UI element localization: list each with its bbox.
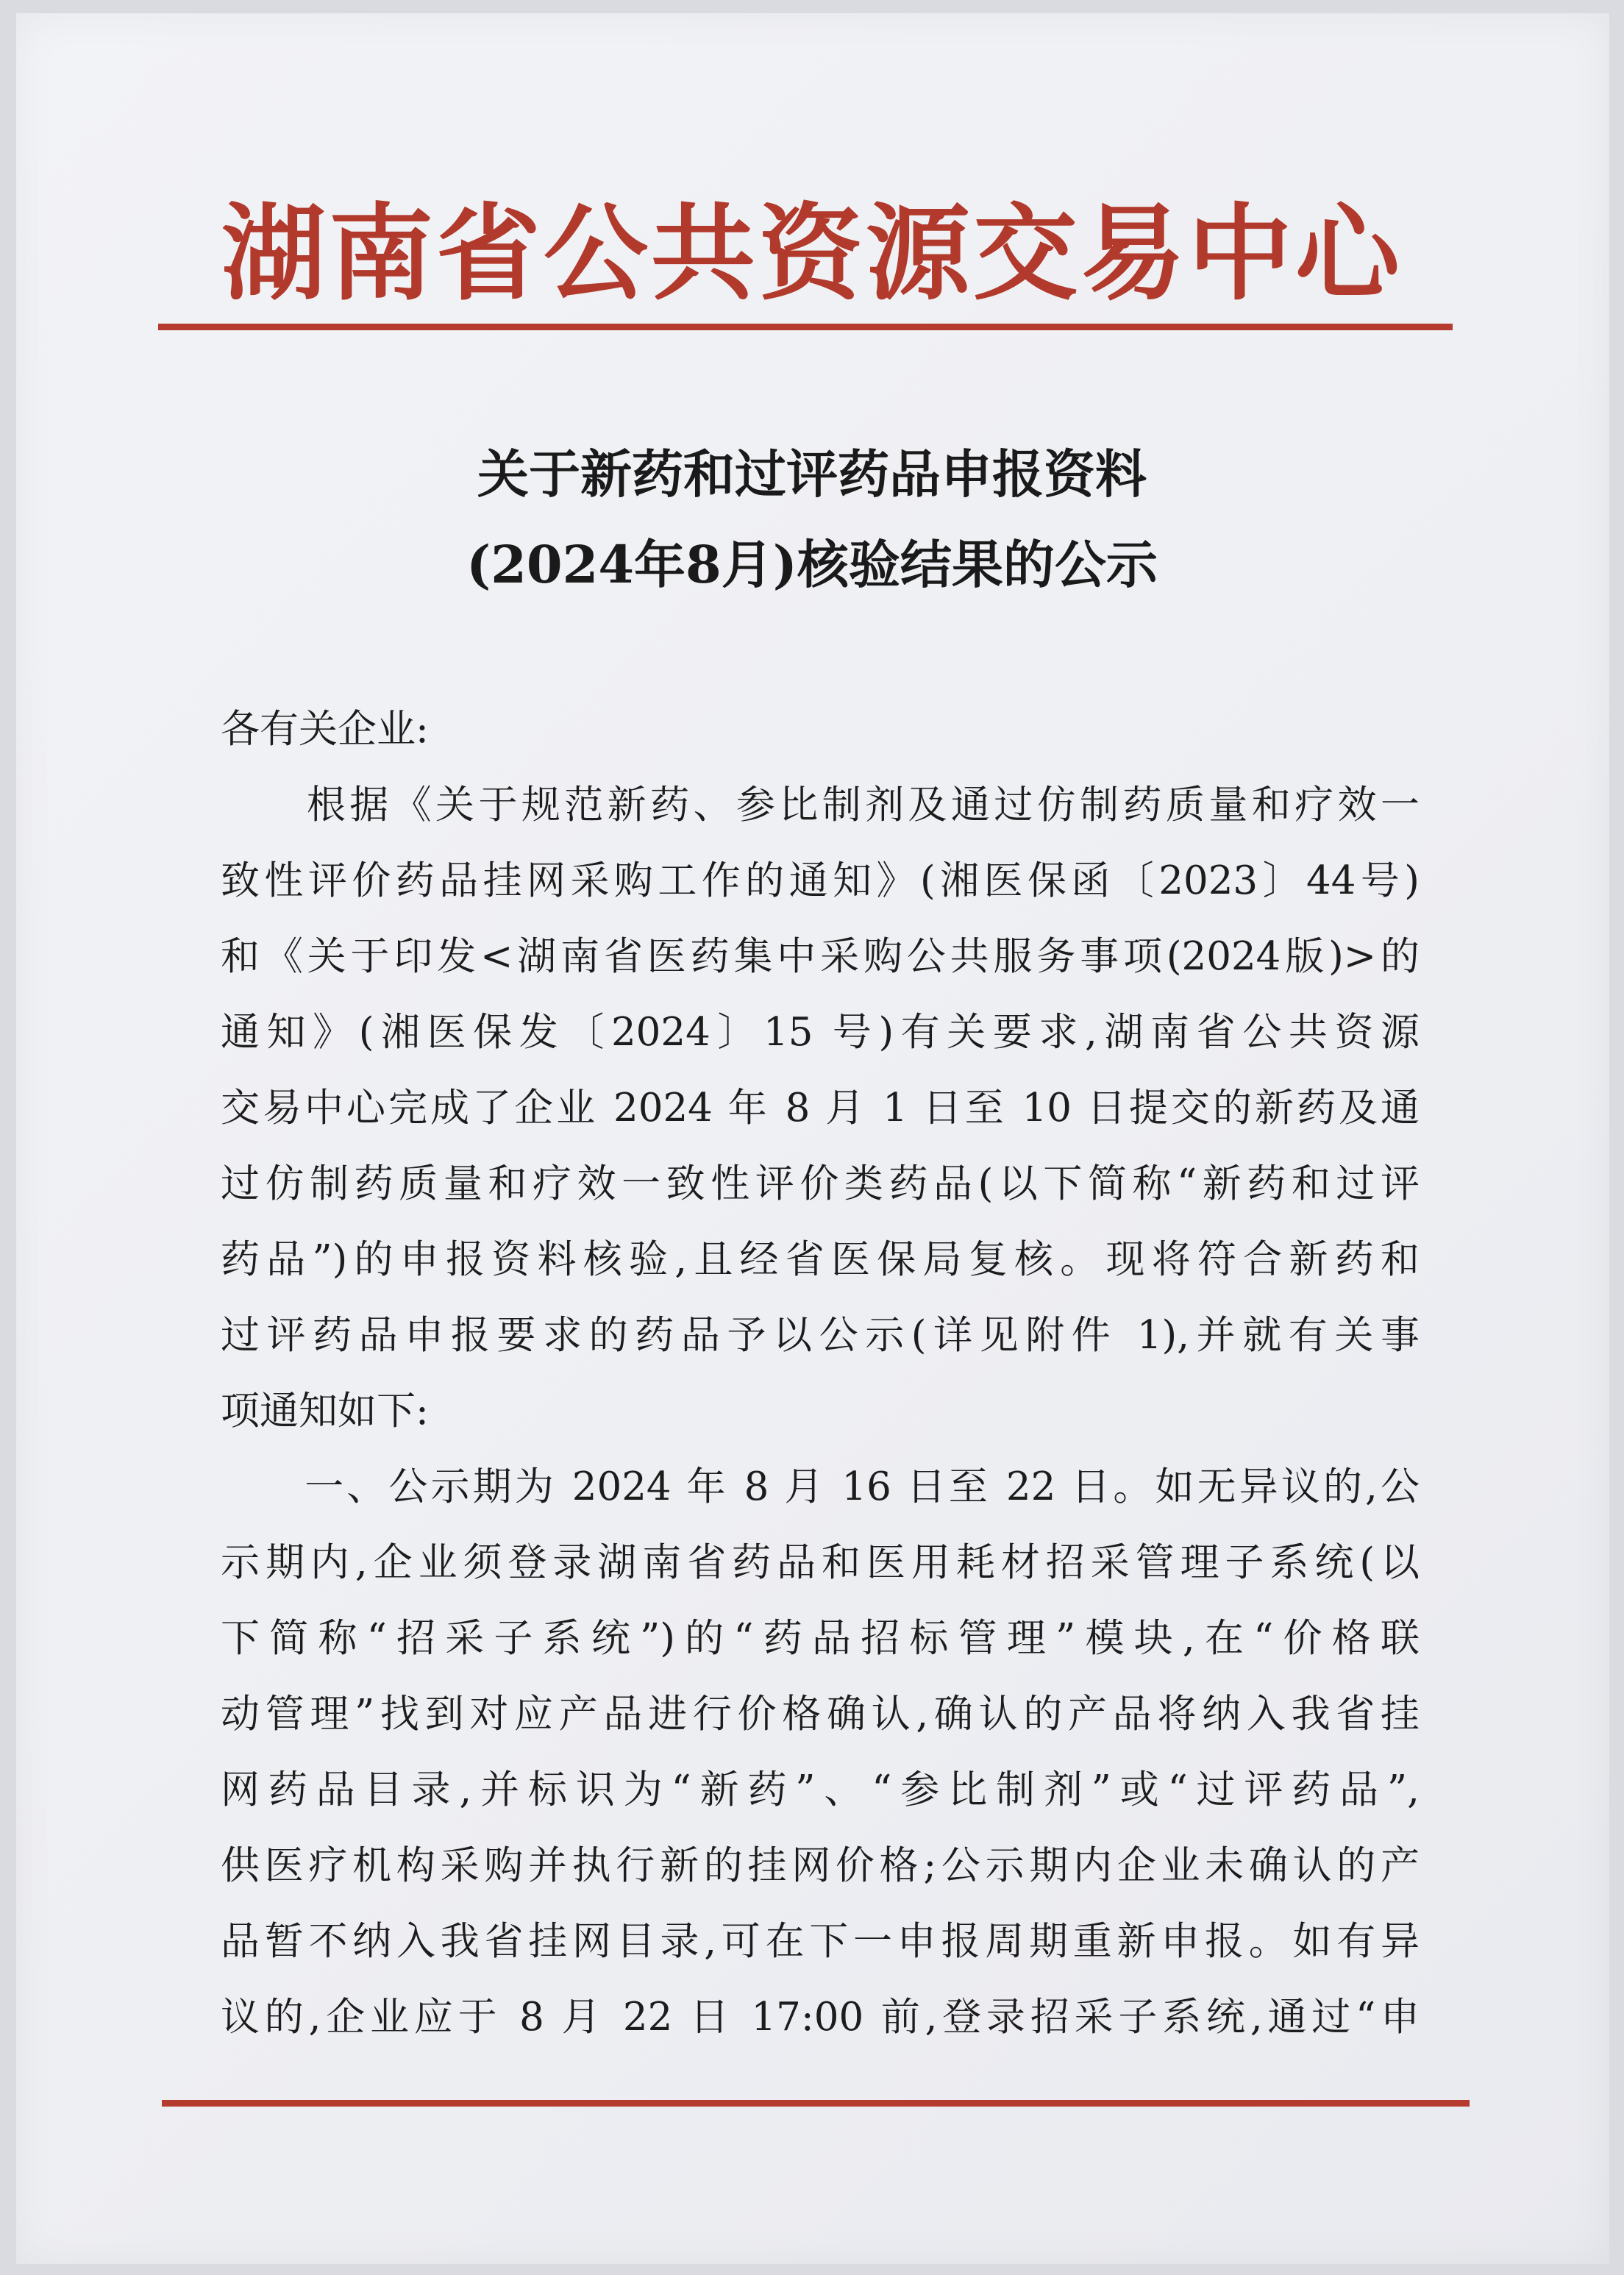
body-line: 示期内,企业须登录湖南省药品和医用耗材招采管理子系统(以 [221, 1540, 1420, 1585]
body-line: 过仿制药质量和疗效一致性评价类药品(以下简称“新药和过评 [221, 1161, 1420, 1206]
body-line: 项通知如下: [221, 1389, 429, 1434]
body-line: 供医疗机构采购并执行新的挂网价格;公示期内企业未确认的产 [221, 1843, 1420, 1888]
body-line: 品暂不纳入我省挂网目录,可在下一申报周期重新申报。如有异 [221, 1919, 1420, 1964]
body-line: 议的,企业应于 8 月 22 日 17:00 前,登录招采子系统,通过“申 [221, 1995, 1420, 2040]
document-title-line-2: (2024年8月)核验结果的公示 [466, 534, 1158, 595]
body-line: 过评药品申报要求的药品予以公示(详见附件 1),并就有关事 [221, 1313, 1420, 1358]
body-line: 下简称“招采子系统”)的“药品招标管理”模块,在“价格联 [221, 1616, 1420, 1661]
document-title-line-1: 关于新药和过评药品申报资料 [477, 444, 1147, 505]
footer-red-rule [162, 2100, 1470, 2107]
body-line: 交易中心完成了企业 2024 年 8 月 1 日至 10 日提交的新药及通 [221, 1086, 1420, 1131]
body-line: 和《关于印发<湖南省医药集中采购公共服务事项(2024版)>的 [221, 934, 1420, 979]
body-line: 通知》(湘医保发〔2024〕15 号)有关要求,湖南省公共资源 [221, 1010, 1420, 1055]
letterhead-red-rule [158, 324, 1453, 330]
body-line: 动管理”找到对应产品进行价格确认,确认的产品将纳入我省挂 [221, 1692, 1420, 1737]
salutation: 各有关企业: [221, 707, 429, 752]
body-line: 致性评价药品挂网采购工作的通知》(湘医保函〔2023〕44号) [221, 858, 1420, 903]
body-line: 药品”)的申报资料核验,且经省医保局复核。现将符合新药和 [221, 1237, 1420, 1282]
body-line: 一、公示期为 2024 年 8 月 16 日至 22 日。如无异议的,公 [221, 1464, 1420, 1509]
body-line: 根据《关于规范新药、参比制剂及通过仿制药质量和疗效一 [221, 783, 1420, 827]
body-line: 网药品目录,并标识为“新药”、“参比制剂”或“过评药品”, [221, 1767, 1420, 1812]
letterhead-org-name: 湖南省公共资源交易中心 [221, 193, 1403, 315]
